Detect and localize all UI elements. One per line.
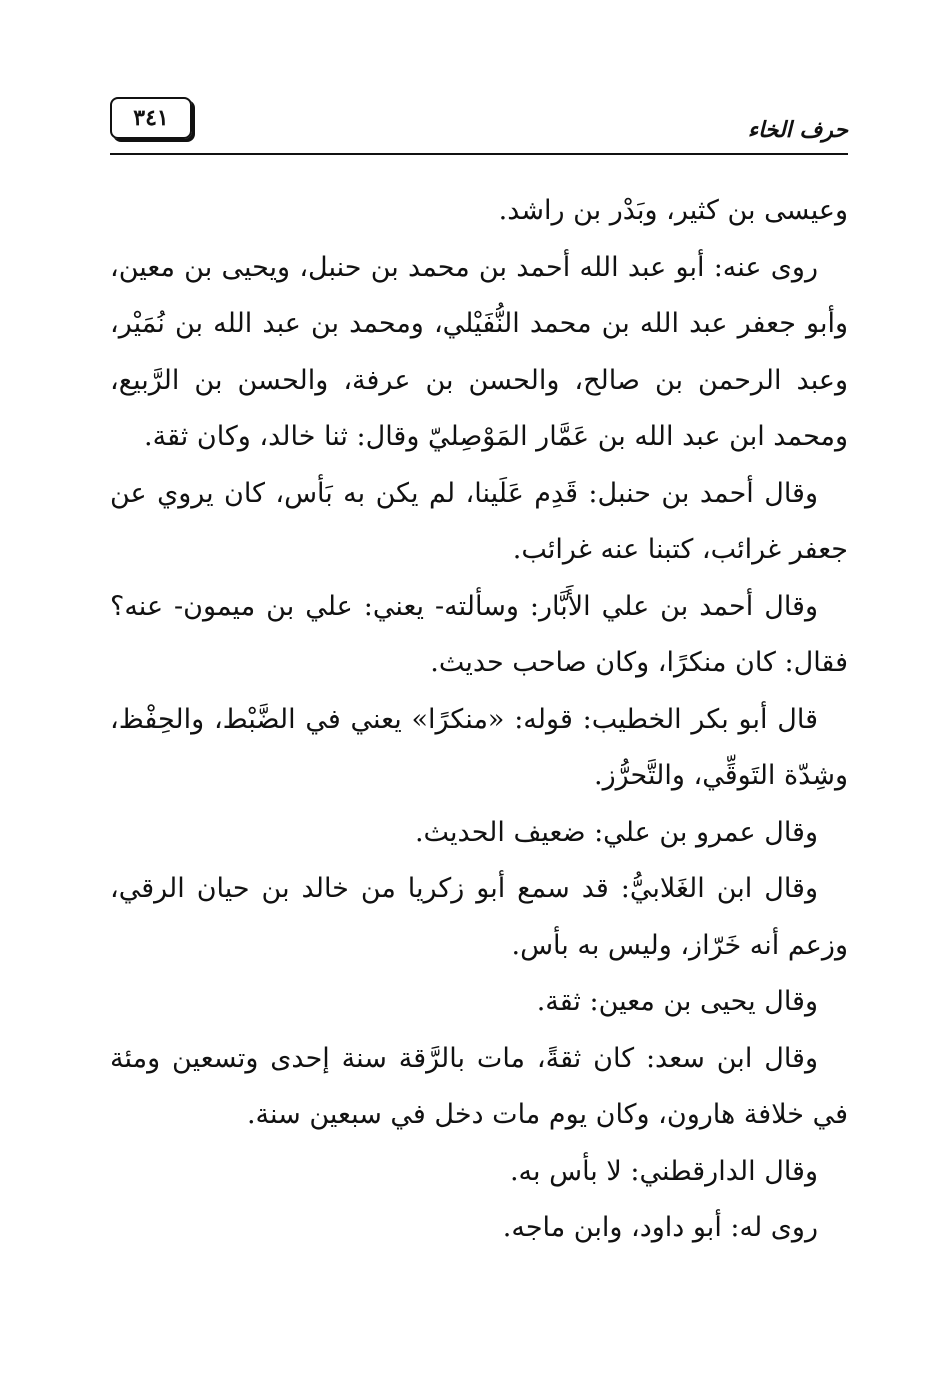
body-text (110, 183, 848, 1257)
running-title: حرف الخاء (747, 117, 848, 143)
paragraph-11: روى له: أبو داود، وابن ماجه. (502, 1212, 818, 1243)
paragraph-2: روى عنه: أبو عبد الله أحمد بن محمد بن حنبل، ويحيى بن معين، وأبو جعفر عبد الله بن محمد النُّفَيْلي، ومحمد بن عبد الله بن نُمَيْر، وعبد الرحمن بن صالح، والحسن بن عرفة، والحسن بن الرَّبيع، ومحمد ابن عبد الله بن عَمَّار المَوْصِليّ وقال: ثنا خالد، وكان ثقة. (110, 251, 848, 452)
paragraph-3: وقال أحمد بن حنبل: قَدِم عَلَينا، لم يكن به بَأس، كان يروي عن جعفر غرائب، كتبنا عنه غرائب. (110, 477, 848, 565)
paragraph-7: وقال ابن الغَلابيُّ: قد سمع أبو زكريا من خالد بن حيان الرقي، وزعم أنه خَرّاز، وليس به بأس. (110, 873, 848, 961)
paragraph-9: وقال ابن سعد: كان ثقةً، مات بالرَّقة سنة إحدى وتسعين ومئة في خلافة هارون، وكان يوم مات دخل في سبعين سنة. (110, 1042, 848, 1130)
page-number: ٣٤١ (110, 97, 192, 139)
paragraph-10: وقال الدارقطني: لا بأس به. (509, 1155, 818, 1187)
paragraph-1: وعيسى بن كثير، وبَدْر بن راشد. (498, 195, 848, 226)
paragraph-4: وقال أحمد بن علي الأَبَّار: وسألته- يعني: علي بن ميمون- عنه؟ فقال: كان منكرًا، وكان صاحب حديث. (110, 590, 848, 678)
paragraph-5: قال أبو بكر الخطيب: قوله: «منكرًا» يعني في الضَّبْط، والحِفْظ، وشِدّة التَوقِّي، والتَّحرُّز. (110, 703, 848, 791)
paragraph-8: وقال يحيى بن معين: ثقة. (536, 986, 818, 1017)
page-header (110, 95, 848, 155)
paragraph-6: وقال عمرو بن علي: ضعيف الحديث. (414, 816, 818, 848)
header-rule (110, 153, 848, 155)
